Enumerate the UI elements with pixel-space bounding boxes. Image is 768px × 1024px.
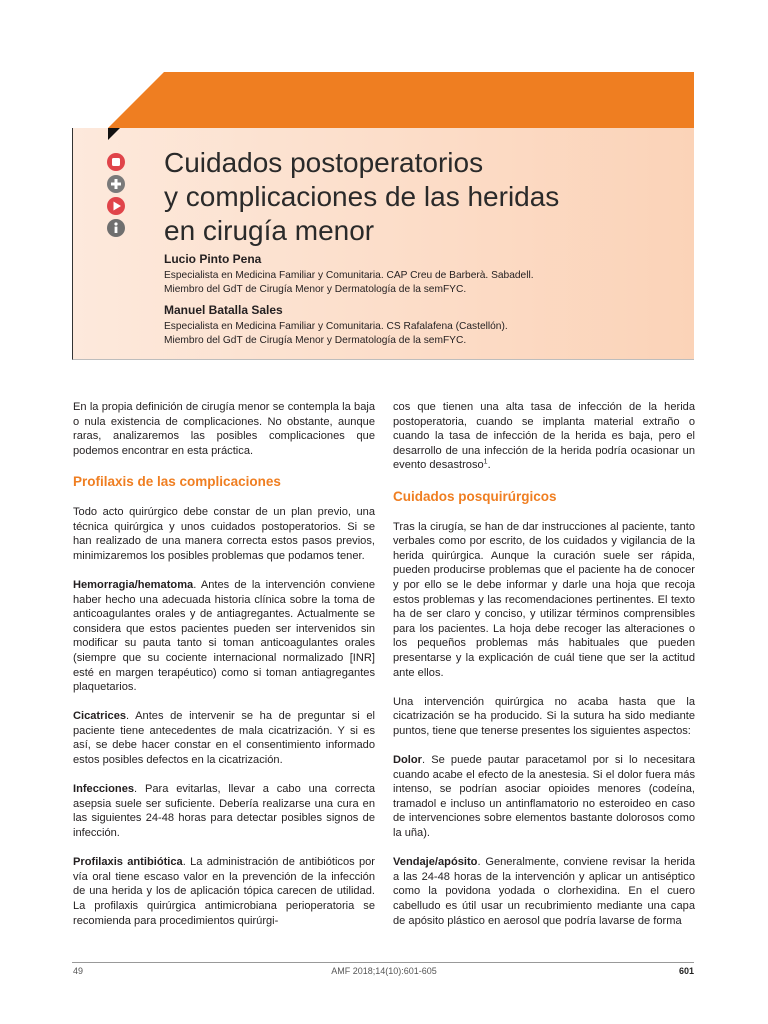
author-block <box>164 303 508 348</box>
term: Profilaxis antibiótica <box>73 856 183 869</box>
section-heading: Cuidados posquirúrgicos <box>393 488 557 504</box>
right-column <box>393 400 695 943</box>
play-icon <box>107 197 125 215</box>
term: Vendaje/apósito <box>393 856 478 869</box>
title-line: en cirugía menor <box>164 215 375 246</box>
footer-rule <box>72 962 694 963</box>
term-text: . Antes de intervenir se ha de preguntar si el paciente tiene antecedentes de mala cicatrización. Y si es así, se debe hacer constar en el consentimiento informado estos posibles defectos en la cicatrización. <box>73 710 375 767</box>
header-orange-band <box>108 72 694 128</box>
header-corner-triangle <box>108 128 120 140</box>
term-paragraph <box>73 782 375 840</box>
stop-icon <box>107 153 125 171</box>
paragraph: Todo acto quirúrgico debe constar de un plan previo, una técnica quirúrgica y unos cuidados postoperatorios. Si se han realizado de una manera correcta estos pasos previos, minimizaremos los posibles problemas que podamos tener. <box>73 505 375 562</box>
page-number-left: 49 <box>73 966 84 976</box>
info-icon <box>107 219 125 237</box>
intro-paragraph: En la propia definición de cirugía menor se contempla la baja o nula existencia de complicaciones. No obstante, aunque raras, analizaremos las posibles complicaciones que podemos encontrar en esta práctica. <box>73 401 375 457</box>
term-paragraph <box>73 709 375 767</box>
paragraph: Tras la cirugía, se han de dar instrucciones al paciente, tanto verbales como por escrito, de los cuidados y vigilancia de la herida quirúrgica. Aunque la curación suele ser rápida, pueden producirse problemas que el paciente ha de conocer y por ello se le debe informar y darle una hoja que recoja estos problemas y las recomendaciones pertinentes. El texto ha de ser claro y conciso, y utilizar términos comprensibles para los pacientes. La hoja debe recoger las alteraciones o los pequeños problemas más habituales que pueden presentarse y la explicación de cuál tiene que ser la actitud ante ellos. <box>393 520 695 679</box>
plus-icon <box>107 175 125 193</box>
paragraph: Una intervención quirúrgica no acaba hasta que la cicatrización se ha producido. Si la sutura ha sido mediante puntos, tiene que tenerse presentes los siguientes aspectos: <box>393 695 695 737</box>
term: Cicatrices <box>73 710 127 723</box>
reference-number: 1 <box>483 458 488 466</box>
author-block <box>164 252 534 297</box>
term-paragraph <box>73 578 375 695</box>
term-text: . Para evitarlas, llevar a cabo una correcta asepsia suele ser suficiente. Debería realizarse una cura en las siguientes 24-48 horas para detectar posibles signos de infección. <box>73 783 375 840</box>
author-affiliation: Especialista en Medicina Familiar y Comunitaria. CAP Creu de Barberà. Sabadell. <box>164 270 534 281</box>
journal-citation: AMF 2018;14(10):601-605 <box>331 966 437 976</box>
page-number-right: 601 <box>678 966 694 976</box>
term-text: . La administración de antibióticos por vía oral tiene escaso valor en la prevención de la infección de una herida y los de aplicación tópica carecen de utilidad. La profilaxis quirúrgica antimicrobiana perioperatoria se recomienda para procedimientos quirúrgi- <box>73 856 376 927</box>
icon-column <box>107 153 125 241</box>
author-name: Manuel Batalla Sales <box>164 303 283 317</box>
term-paragraph <box>393 753 695 841</box>
term-paragraph <box>393 855 695 928</box>
term: Hemorragia/hematoma <box>73 578 194 591</box>
term-text: . Se puede pautar paracetamol por si lo necesitara cuando acabe el efecto de la anestesia. Si el dolor fuera más intenso, se podrían asociar opioides menores (codeína, tramadol e incluso un antinflamatorio no esteroideo en caso de intervenciones sobre elementos bastante dolorosos como la uña). <box>393 754 695 840</box>
term: Infecciones <box>73 783 135 796</box>
title-line: Cuidados postoperatorios <box>164 147 484 178</box>
paragraph: cos que tienen una alta tasa de infección de la herida postoperatoria, cuando se implanta material extraño o cuando la tasa de infección de la herida es baja, pero el desarrollo de una infección de la herida podría ocasionar un evento desastroso$^1$. <box>393 401 695 472</box>
continued-text: cos que tienen una alta tasa de infección de la herida postoperatoria, cuando se implanta material extraño o cuando la tasa de infección de la herida es baja, pero el desarrollo de una infección de la herida podría ocasionar un evento desastroso <box>393 401 695 472</box>
term-text: . Antes de la intervención conviene haber hecho una adecuada historia clínica sobre la toma de anticoagulantes orales y de antiagregantes. Actualmente se considera que estos pacientes pueden ser intervenidos sin modificar su pauta tanto si toman anticoagulantes orales (siempre que su cociente internacional normalizado [INR] esté en margen terapéutico) como si toman antiagregantes plaquetarios. <box>73 578 375 694</box>
left-column <box>73 400 375 943</box>
author-affiliation: Especialista en Medicina Familiar y Comunitaria. CS Rafalafena (Castellón). <box>164 321 508 332</box>
author-affiliation: Miembro del GdT de Cirugía Menor y Dermatología de la semFYC. <box>164 284 467 295</box>
title-line: y complicaciones de las heridas <box>164 181 560 212</box>
term: Dolor <box>393 754 422 767</box>
article-title <box>164 146 684 248</box>
term-text: . Generalmente, conviene revisar la herida a las 24-48 horas de la intervención y aplicar un antiséptico como la povidona yodada o clorhexidina. En el cuero cabelludo es útil usar un recubrimiento mediante una capa de apósito plástico en aerosol que podría lavarse de forma <box>393 856 695 927</box>
author-affiliation: Miembro del GdT de Cirugía Menor y Dermatología de la semFYC. <box>164 335 467 346</box>
section-heading: Profilaxis de las complicaciones <box>73 473 281 489</box>
author-name: Lucio Pinto Pena <box>164 252 262 266</box>
term-paragraph <box>73 855 375 928</box>
